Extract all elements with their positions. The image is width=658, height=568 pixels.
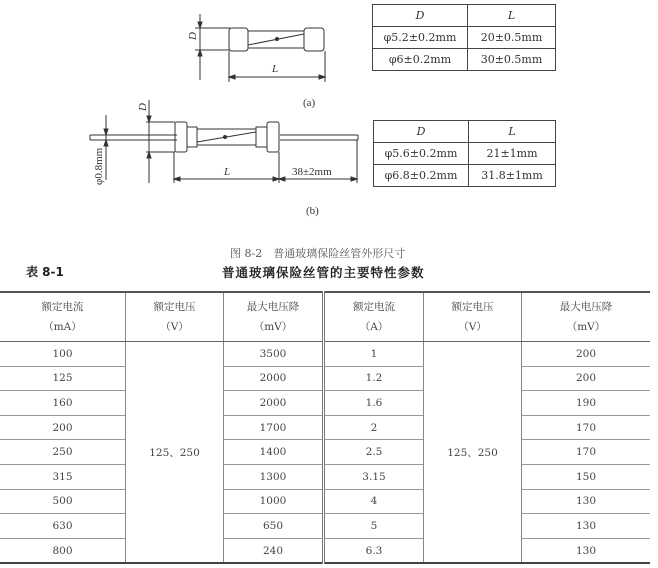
cell-mv: 2000 — [224, 366, 324, 391]
cell: φ6±0.2mm — [373, 49, 468, 71]
header-rated-current-a: 额定电流 （A） — [324, 292, 424, 342]
cell-ma: 160 — [0, 391, 126, 416]
cell-a: 6.3 — [324, 538, 424, 563]
dim-l-label: L — [224, 166, 231, 178]
table-row — [0, 538, 650, 563]
cell-ma: 125 — [0, 366, 126, 391]
table-row — [0, 514, 650, 539]
header-d: D — [374, 121, 469, 143]
dim-d-label: D — [187, 32, 199, 40]
cell: 20±0.5mm — [468, 27, 556, 49]
cell-ma: 500 — [0, 489, 126, 514]
cell-mv: 1300 — [224, 464, 324, 489]
dim-l-label: L — [272, 63, 279, 75]
fuse-diagram-b — [80, 95, 375, 225]
cell: 21±1mm — [469, 143, 556, 165]
header-max-drop: 最大电压降 （mV） — [224, 292, 324, 342]
cell: φ5.6±0.2mm — [374, 143, 469, 165]
lead-diameter-label: φ0.8mm — [93, 147, 105, 185]
header-l: L — [469, 121, 556, 143]
label-a: (a) — [303, 97, 316, 109]
cell-a: 2 — [324, 415, 424, 440]
fuse-diagram-a — [170, 0, 370, 110]
header-rated-current-ma: 额定电流 （mA） — [0, 292, 126, 342]
table-row — [0, 342, 650, 367]
dim-d-label: D — [137, 103, 149, 111]
cell-mv: 240 — [224, 538, 324, 563]
header-max-drop: 最大电压降 （mV） — [522, 292, 651, 342]
cell-mv: 1400 — [224, 440, 324, 465]
cell-ma: 250 — [0, 440, 126, 465]
cell-ma: 100 — [0, 342, 126, 367]
cell-mv: 2000 — [224, 391, 324, 416]
cell-a: 4 — [324, 489, 424, 514]
table-header-row — [0, 292, 650, 342]
dims-table-b — [373, 120, 556, 187]
cell-mv: 200 — [522, 366, 651, 391]
cell-ma: 800 — [0, 538, 126, 563]
cell-mv: 130 — [522, 538, 651, 563]
header-d: D — [373, 5, 468, 27]
cell-a: 5 — [324, 514, 424, 539]
table-row — [0, 415, 650, 440]
table-row — [0, 391, 650, 416]
cell-ma: 200 — [0, 415, 126, 440]
cell-mv: 1700 — [224, 415, 324, 440]
cell-mv: 130 — [522, 514, 651, 539]
header-rated-voltage: 额定电压 （V） — [126, 292, 224, 342]
cell-mv: 170 — [522, 440, 651, 465]
header-rated-voltage: 额定电压 （V） — [424, 292, 522, 342]
cell-a: 1.6 — [324, 391, 424, 416]
characteristics-table — [0, 291, 650, 564]
cell-mv: 170 — [522, 415, 651, 440]
figure-caption: 图 8-2 普通玻璃保险丝管外形尺寸 — [230, 247, 406, 260]
table-label: 表 8-1 — [26, 265, 64, 279]
cell-mv: 1000 — [224, 489, 324, 514]
cell-mv: 200 — [522, 342, 651, 367]
table-title: 普通玻璃保险丝管的主要特性参数 — [222, 265, 425, 280]
cell-ma: 630 — [0, 514, 126, 539]
cell: 30±0.5mm — [468, 49, 556, 71]
cell-mv: 130 — [522, 489, 651, 514]
lead-length-label: 38±2mm — [292, 166, 332, 178]
cell-a: 1 — [324, 342, 424, 367]
cell-mv: 150 — [522, 464, 651, 489]
cell-a: 1.2 — [324, 366, 424, 391]
cell-ma: 315 — [0, 464, 126, 489]
table-row — [0, 440, 650, 465]
dims-table-a — [372, 4, 556, 71]
table-row — [0, 464, 650, 489]
table-row — [0, 489, 650, 514]
cell-mv: 3500 — [224, 342, 324, 367]
cell: 31.8±1mm — [469, 165, 556, 187]
label-b: (b) — [306, 205, 319, 217]
header-l: L — [468, 5, 556, 27]
cell: φ6.8±0.2mm — [374, 165, 469, 187]
cell-mv: 190 — [522, 391, 651, 416]
cell-a: 3.15 — [324, 464, 424, 489]
cell-mv: 650 — [224, 514, 324, 539]
table-row — [0, 366, 650, 391]
cell-voltage-left: 125、250 — [126, 342, 224, 564]
cell: φ5.2±0.2mm — [373, 27, 468, 49]
cell-voltage-right: 125、250 — [424, 342, 522, 564]
cell-a: 2.5 — [324, 440, 424, 465]
